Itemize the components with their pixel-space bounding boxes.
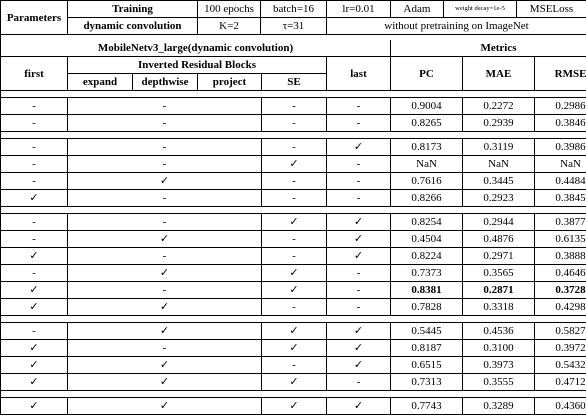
first-cell: -: [1, 156, 68, 173]
rmse-cell: 0.4298: [535, 299, 586, 316]
se-cell: ✓: [262, 265, 327, 282]
rmse-cell: 0.3845: [535, 190, 586, 207]
se-cell: -: [262, 231, 327, 248]
irb-cell: -: [68, 115, 262, 132]
pc-cell: 0.8381: [391, 282, 463, 299]
last-header: last: [327, 57, 391, 91]
rmse-cell: 0.3877: [535, 214, 586, 231]
first-cell: ✓: [1, 282, 68, 299]
k-value: K=2: [198, 18, 261, 35]
separator-cell: [1, 207, 586, 214]
pc-cell: 0.8173: [391, 139, 463, 156]
last-cell: ✓: [327, 214, 391, 231]
project-header: project: [198, 74, 262, 91]
first-cell: -: [1, 323, 68, 340]
pc-cell: 0.8254: [391, 214, 463, 231]
metrics-header: Metrics: [391, 40, 586, 57]
last-cell: ✓: [327, 139, 391, 156]
mae-cell: 0.4876: [463, 231, 535, 248]
table-row: [1, 323, 586, 340]
weight-decay-value: weight decay=1e-5: [444, 1, 517, 18]
mae-cell: 0.2923: [463, 190, 535, 207]
pc-cell: 0.9004: [391, 98, 463, 115]
irb-cell: ✓: [68, 398, 262, 415]
first-cell: ✓: [1, 357, 68, 374]
pc-header: PC: [391, 57, 463, 91]
se-cell: ✓: [262, 374, 327, 391]
mae-cell: 0.3318: [463, 299, 535, 316]
mae-header: MAE: [463, 57, 535, 91]
se-cell: -: [262, 139, 327, 156]
pc-cell: 0.7743: [391, 398, 463, 415]
first-cell: -: [1, 265, 68, 282]
table-row: [1, 173, 586, 190]
irb-cell: ✓: [68, 173, 262, 190]
last-cell: -: [327, 156, 391, 173]
irb-cell: -: [68, 340, 262, 357]
first-cell: ✓: [1, 398, 68, 415]
separator-cell: [1, 316, 586, 323]
se-cell: -: [262, 98, 327, 115]
last-cell: ✓: [327, 340, 391, 357]
rmse-cell: 0.4484: [535, 173, 586, 190]
first-cell: -: [1, 173, 68, 190]
group-separator: [1, 207, 586, 214]
last-cell: -: [327, 173, 391, 190]
last-cell: -: [327, 98, 391, 115]
mae-cell: 0.2939: [463, 115, 535, 132]
pc-cell: 0.8187: [391, 340, 463, 357]
se-cell: -: [262, 190, 327, 207]
setup-row-dynconv: [1, 18, 586, 35]
last-cell: ✓: [327, 357, 391, 374]
table-row: [1, 156, 586, 173]
group-separator: [1, 391, 586, 398]
tau-value: τ=31: [261, 18, 327, 35]
group-separator: [1, 91, 586, 98]
first-cell: ✓: [1, 340, 68, 357]
last-cell: ✓: [327, 323, 391, 340]
se-cell: -: [262, 357, 327, 374]
se-cell: ✓: [262, 398, 327, 415]
pc-cell: 0.8265: [391, 115, 463, 132]
pc-cell: 0.5445: [391, 323, 463, 340]
irb-cell: -: [68, 98, 262, 115]
mae-cell: 0.3555: [463, 374, 535, 391]
expand-header: expand: [68, 74, 133, 91]
table-row: [1, 139, 586, 156]
rmse-cell: 0.3728: [535, 282, 586, 299]
dynamic-convolution-label: dynamic convolution: [68, 18, 198, 35]
separator-cell: [1, 132, 586, 139]
pc-cell: 0.7828: [391, 299, 463, 316]
pc-cell: 0.7313: [391, 374, 463, 391]
last-cell: -: [327, 265, 391, 282]
group-separator: [1, 316, 586, 323]
rmse-cell: 0.4646: [535, 265, 586, 282]
rmse-cell: 0.6135: [535, 231, 586, 248]
table-row: [1, 231, 586, 248]
pc-cell: 0.4504: [391, 231, 463, 248]
table-row: [1, 190, 586, 207]
irb-cell: ✓: [68, 265, 262, 282]
table-row: [1, 299, 586, 316]
mae-cell: 0.2272: [463, 98, 535, 115]
last-cell: -: [327, 374, 391, 391]
irb-cell: -: [68, 214, 262, 231]
pc-cell: 0.6515: [391, 357, 463, 374]
table-row: [1, 265, 586, 282]
table-row: [1, 357, 586, 374]
irb-cell: -: [68, 139, 262, 156]
parameters-label: Parameters: [1, 1, 68, 35]
mae-cell: 0.2944: [463, 214, 535, 231]
table-row: [1, 115, 586, 132]
irb-cell: -: [68, 190, 262, 207]
irb-cell: -: [68, 248, 262, 265]
table-row: [1, 340, 586, 357]
se-cell: ✓: [262, 156, 327, 173]
setup-row-training: [1, 1, 586, 18]
first-header: first: [1, 57, 68, 91]
first-cell: -: [1, 139, 68, 156]
se-cell: ✓: [262, 340, 327, 357]
rmse-cell: NaN: [535, 156, 586, 173]
irb-cell: -: [68, 156, 262, 173]
rmse-cell: 0.4712: [535, 374, 586, 391]
first-cell: ✓: [1, 299, 68, 316]
pc-cell: 0.8224: [391, 248, 463, 265]
loss-value: MSELoss: [517, 1, 586, 18]
pc-cell: 0.8266: [391, 190, 463, 207]
model-header: MobileNetv3_large(dynamic convolution): [1, 40, 391, 57]
depthwise-header: depthwise: [133, 74, 198, 91]
se-cell: ✓: [262, 214, 327, 231]
irb-header: Inverted Residual Blocks: [68, 57, 327, 74]
last-cell: -: [327, 282, 391, 299]
first-cell: -: [1, 115, 68, 132]
rmse-cell: 0.3972: [535, 340, 586, 357]
table-row: [1, 248, 586, 265]
last-cell: -: [327, 115, 391, 132]
rmse-header: RMSE: [535, 57, 586, 91]
first-cell: -: [1, 214, 68, 231]
table-row: [1, 214, 586, 231]
irb-cell: ✓: [68, 231, 262, 248]
mae-cell: NaN: [463, 156, 535, 173]
last-cell: -: [327, 299, 391, 316]
mae-cell: 0.3100: [463, 340, 535, 357]
mae-cell: 0.3119: [463, 139, 535, 156]
se-header: SE: [262, 74, 327, 91]
rmse-cell: 0.3888: [535, 248, 586, 265]
optimizer-value: Adam: [391, 1, 444, 18]
rmse-cell: 0.5827: [535, 323, 586, 340]
first-cell: ✓: [1, 190, 68, 207]
last-cell: ✓: [327, 231, 391, 248]
pretraining-note: without pretraining on ImageNet: [327, 18, 586, 35]
batch-value: batch=16: [261, 1, 327, 18]
last-cell: ✓: [327, 398, 391, 415]
irb-cell: ✓: [68, 357, 262, 374]
table-row: [1, 398, 586, 415]
irb-cell: ✓: [68, 323, 262, 340]
se-cell: -: [262, 299, 327, 316]
pc-cell: NaN: [391, 156, 463, 173]
table-row: [1, 282, 586, 299]
irb-cell: ✓: [68, 299, 262, 316]
first-cell: ✓: [1, 248, 68, 265]
irb-cell: ✓: [68, 374, 262, 391]
mae-cell: 0.2871: [463, 282, 535, 299]
separator-cell: [1, 391, 586, 398]
rmse-cell: 0.3846: [535, 115, 586, 132]
se-cell: -: [262, 248, 327, 265]
rmse-cell: 0.3986: [535, 139, 586, 156]
group-separator: [1, 132, 586, 139]
mae-cell: 0.2971: [463, 248, 535, 265]
rmse-cell: 0.2986: [535, 98, 586, 115]
mae-cell: 0.3973: [463, 357, 535, 374]
training-setup-table: [0, 0, 586, 40]
lr-value: lr=0.01: [327, 1, 391, 18]
se-cell: ✓: [262, 282, 327, 299]
se-cell: ✓: [262, 323, 327, 340]
se-cell: -: [262, 173, 327, 190]
rmse-cell: 0.5432: [535, 357, 586, 374]
header-row-1: [1, 40, 586, 57]
pc-cell: 0.7616: [391, 173, 463, 190]
mae-cell: 0.3445: [463, 173, 535, 190]
irb-cell: -: [68, 282, 262, 299]
table-row: [1, 374, 586, 391]
first-cell: ✓: [1, 374, 68, 391]
first-cell: -: [1, 231, 68, 248]
pc-cell: 0.7373: [391, 265, 463, 282]
training-label: Training: [68, 1, 198, 18]
epochs-value: 100 epochs: [198, 1, 261, 18]
se-cell: -: [262, 115, 327, 132]
first-cell: -: [1, 98, 68, 115]
mae-cell: 0.3565: [463, 265, 535, 282]
rmse-cell: 0.4360: [535, 398, 586, 415]
last-cell: ✓: [327, 248, 391, 265]
table-row: [1, 98, 586, 115]
mae-cell: 0.3289: [463, 398, 535, 415]
results-table: [0, 40, 586, 415]
mae-cell: 0.4536: [463, 323, 535, 340]
separator-cell: [1, 91, 586, 98]
last-cell: -: [327, 190, 391, 207]
header-row-2: [1, 57, 586, 74]
